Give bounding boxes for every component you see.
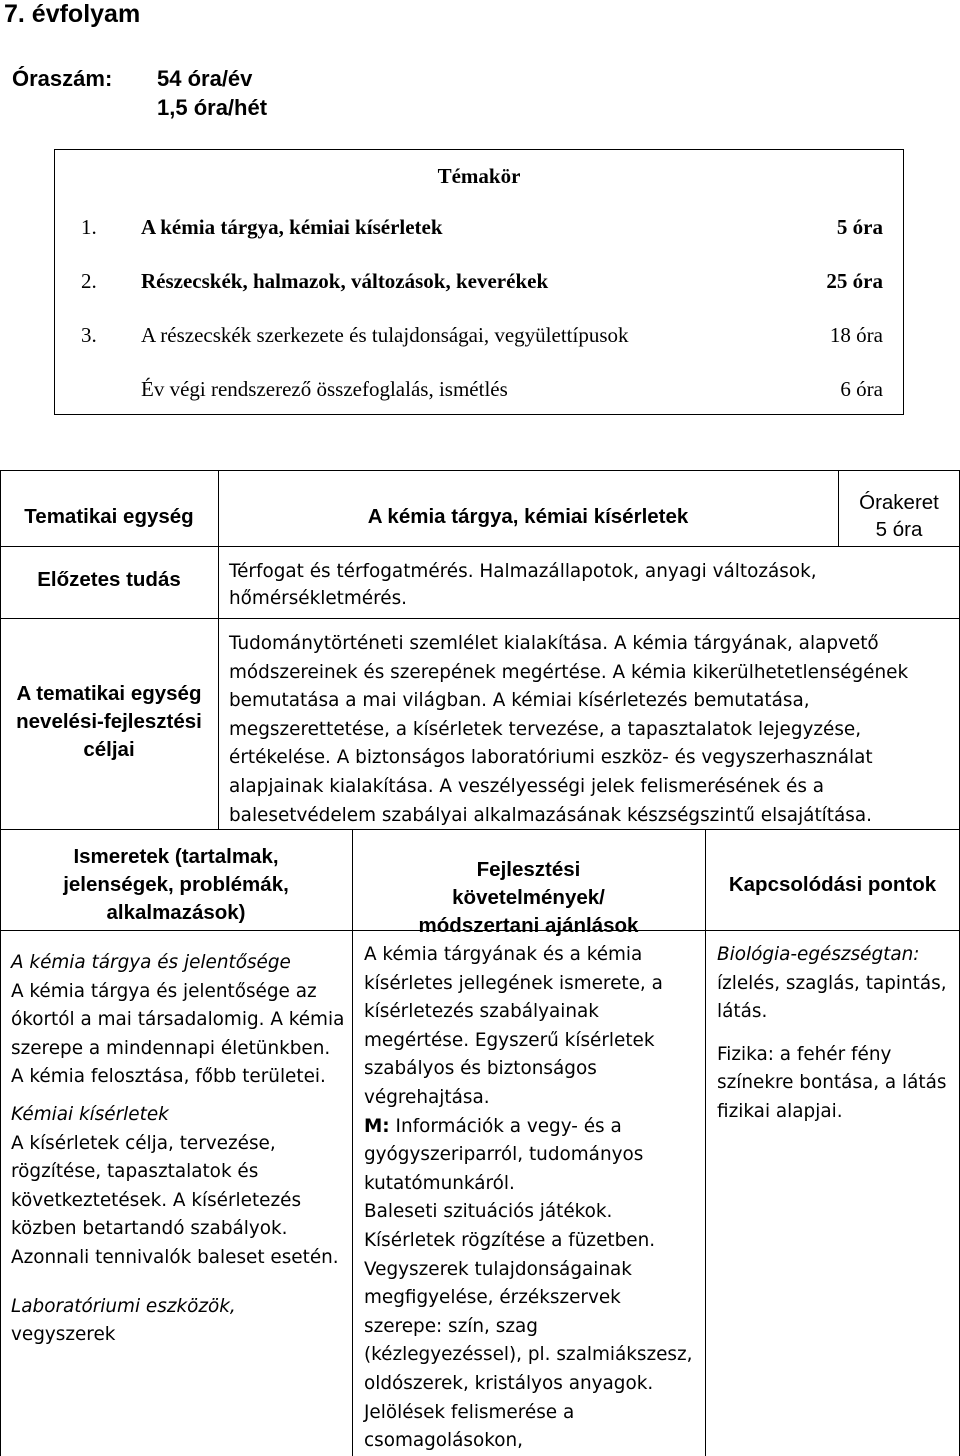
topic-name: A kémia tárgya, kémiai kísérletek [141, 215, 443, 239]
unit-title: A kémia tárgya, kémiai kísérletek [367, 505, 689, 528]
requirements-text: Információk a vegy- és a gyógyszeriparról, tudományos kutatómunkáról. [364, 1115, 644, 1194]
topic-row [55, 377, 903, 407]
knowledge-heading: A kémia tárgya és jelentősége [11, 952, 291, 973]
connection-text: Fizika: a fehér fény színekre bontása, a látás fizikai alapjai. [717, 1043, 947, 1122]
topic-hours: 18 óra [829, 323, 883, 347]
grid-line [0, 470, 1, 1456]
topic-number: 1. [81, 215, 97, 239]
label-goals: A tematikai egység nevelési-fejlesztési céljai [16, 682, 202, 761]
requirements-text: Baleseti szituációs játékok. [364, 1201, 613, 1223]
label-prior: Előzetes tudás [37, 568, 181, 591]
col-requirements: Fejlesztési követelmények/ módszertani ajánlások [418, 858, 639, 937]
label-unit: Tematikai egység [24, 505, 194, 528]
grid-line [0, 546, 960, 547]
knowledge-text: A kísérletek célja, tervezése, rögzítése, tapasztalatok és következtetések. A kísérletezés közben betartandó szabályok. Azonnali tennivalók baleset esetén. [11, 1132, 339, 1268]
topic-number: 3. [81, 323, 97, 347]
requirements-text: Kísérletek rögzítése a füzetben. [364, 1229, 656, 1251]
methods-label: M: [364, 1115, 390, 1137]
topic-name: Részecskék, halmazok, változások, keverékek [141, 269, 549, 293]
topic-name: Év végi rendszerező összefoglalás, ismétlés [141, 377, 508, 401]
topic-name: A részecskék szerkezete és tulajdonságai, vegyülettípusok [141, 323, 629, 347]
requirements-text: Vegyszerek tulajdonságainak megfigyelése, érzékszervek szerepe: szín, szag (kézlegyezéssel), pl. szalmiákszesz, oldószerek, kristályos anyagok. Jelölések felismerése a csomagolásokon, [364, 1258, 693, 1452]
knowledge-heading: Laboratóriumi eszközök, [11, 1295, 236, 1317]
topics-header: Témakör [437, 164, 521, 188]
knowledge-heading: Kémiai kísérletek [11, 1103, 169, 1125]
grid-line [0, 470, 960, 471]
connection-text: ízlelés, szaglás, tapintás, látás. [717, 972, 947, 1023]
topics-table [54, 149, 904, 415]
topic-hours: 5 óra [836, 215, 883, 239]
topic-number: 2. [81, 269, 97, 293]
topic-hours: 25 óra [826, 269, 883, 293]
col-connections: Kapcsolódási pontok [728, 873, 937, 896]
hours-per-week: 1,5 óra/hét [157, 95, 268, 120]
requirements-content [364, 941, 700, 1456]
hours-label: Óraszám: [12, 66, 113, 91]
connections-content [717, 941, 955, 1127]
requirements-text: A kémia tárgyának és a kémia kísérletes jellegének ismerete, a kísérletezés szabályainak megértése. Egyszerű kísérletek szabályos és biztonságos végrehajtása. [364, 944, 663, 1108]
grid-line [0, 618, 960, 619]
knowledge-text: A kémia tárgya és jelentősége az ókortól a mai társadalomig. A kémia szerepe a mindennapi életünkben. A kémia felosztása, főbb területei. [11, 980, 345, 1088]
connection-subject: Biológia-egészségtan: [717, 944, 920, 965]
hours-frame-value: 5 óra [875, 518, 923, 541]
hours-frame [838, 489, 960, 543]
knowledge-content [11, 949, 346, 1350]
topic-row [55, 215, 903, 245]
goals-text: Tudománytörténeti szemlélet kialakítása. A kémia tárgyának, alapvető módszereinek és szerepének megértése. A kémia kikerülhetetlenségének bemutatása a mai világban. A kémiai kísérletezés bemutatása, megszerettetése, a kísérletek tervezése, a tapasztalatok lejegyzése, értékelése. A biztonságos laboratóriumi eszköz- és vegyszerhasználat alapjainak kialakítása. A veszélyességi jelek felismerésének és a balesetvédelem szabályai alkalmazásának készségszintű elsajátítása. [229, 633, 909, 826]
hours-frame-label: Órakeret [859, 491, 939, 514]
topic-row [55, 269, 903, 299]
topic-hours: 6 óra [840, 377, 883, 401]
grid-line [705, 829, 706, 1456]
hours-per-year: 54 óra/év [157, 66, 253, 91]
topic-row [55, 323, 903, 353]
knowledge-heading-cont: vegyszerek [11, 1324, 116, 1346]
grade-heading: 7. évfolyam [4, 0, 141, 28]
requirements-methods [364, 1113, 700, 1199]
unit-table [0, 470, 960, 1456]
prior-text: Térfogat és térfogatmérés. Halmazállapotok, anyagi változások, hőmérsékletmérés. [229, 561, 817, 609]
col-knowledge: Ismeretek (tartalmak, jelenségek, problémák, alkalmazások) [63, 845, 289, 924]
